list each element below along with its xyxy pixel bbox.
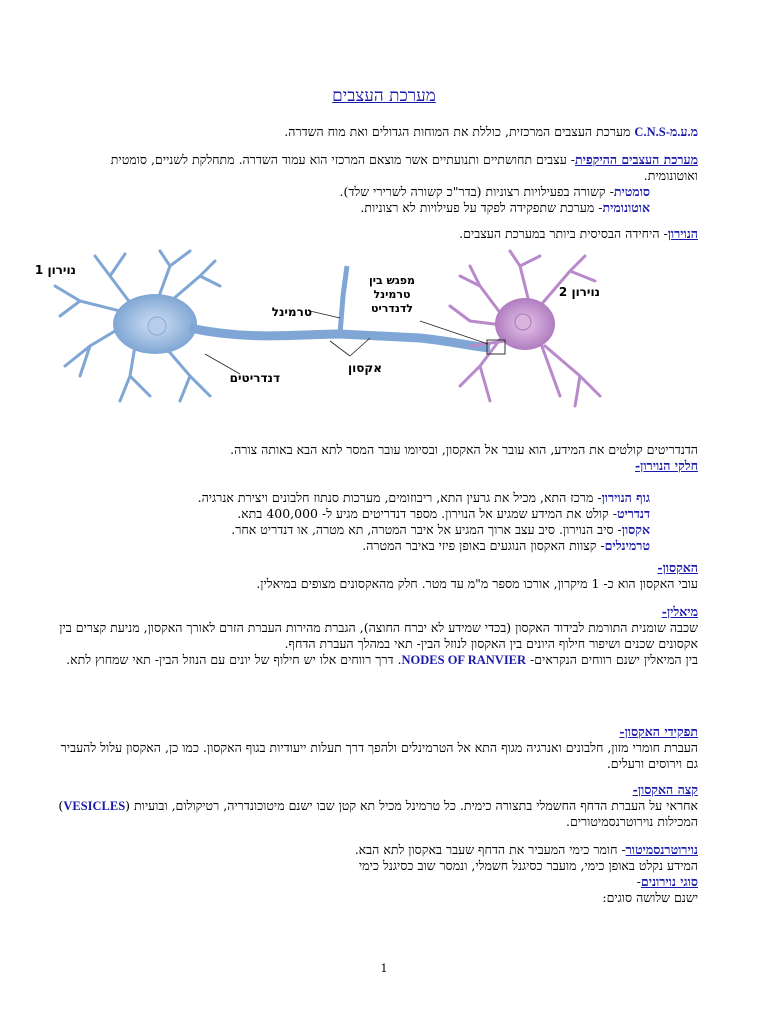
tip-heading: קצה האקסון-	[632, 782, 698, 797]
autonomic-term: אוטונומית	[602, 200, 650, 215]
parts-section	[58, 442, 698, 554]
neuron-def-text: - היחידה הבסיסית ביותר במערכת העצבים.	[459, 226, 668, 241]
page-title: מערכת העצבים	[332, 86, 436, 106]
types-dash: -	[636, 874, 641, 889]
cns-text: מערכת העצבים המרכזית, כוללת את המוחות הגדולים ואת מוח השדרה.	[284, 124, 635, 139]
types-heading: סוגי נוירונים	[640, 874, 698, 889]
roles-heading: תפקידי האקסון-	[619, 724, 698, 739]
types-text: ישנם שלושה סוגים:	[602, 890, 698, 905]
flow-text: הדנדריטים קולטים את המידע, הוא עובר אל האקסון, ובסיומו עובר המסר לתא הבא באותה צורה.	[230, 442, 698, 457]
parts-item	[58, 522, 698, 538]
tip-section	[58, 782, 698, 830]
myelin-text-2b: . דרך רווחים אלו יש חילוף של יונים עם הנוזל הבין- תאי שמחוץ לתא.	[66, 652, 402, 667]
parts-item-text: - סיב הנוירון. סיב עצב ארוך המגיע אל איבר המטרה, תא מטרה, או דנדריט אחר.	[231, 522, 622, 537]
peripheral-term: מערכת העצבים ההיקפית	[574, 152, 698, 167]
myelin-text-2a: בין המיאלין ישנם רווחים הנקראים-	[526, 652, 698, 667]
axon-heading: האקסון-	[657, 560, 698, 575]
somatic-text: - קשורה בפעילויות רצוניות (בדר"כ קשורה לשרירי שלד).	[339, 184, 614, 199]
axon-branch	[340, 266, 347, 334]
cns-term: מ.ע.מ-C.N.S	[634, 125, 698, 139]
peripheral-text: - עצבים תחושתיים ותנועתיים אשר מוצאם המרכזי הוא עמוד השדרה. מתחלקת לשניים, סומטית ואוטונומית.	[110, 152, 698, 183]
label-synapse-2: טרמינל	[373, 288, 411, 301]
label-dendrites: דנדריטים	[229, 371, 280, 385]
parts-heading: חלקי הנוירון-	[634, 458, 698, 473]
roles-section	[58, 724, 698, 772]
axon-section	[58, 560, 698, 592]
parts-item-term: אקסון	[621, 522, 650, 537]
label-neuron2: נוירון 2	[558, 285, 600, 299]
myelin-section	[58, 604, 698, 668]
parts-item	[58, 506, 698, 522]
label-terminal: טרמינל	[271, 305, 312, 319]
nt-term: נוירוטרנסמיטור	[625, 842, 698, 857]
nt-section	[58, 842, 698, 906]
parts-item-text: - קולט את המידע שמגיע אל הנוירון. מספר דנדריטים מגיע ל- 400,000 בתא.	[237, 506, 617, 521]
myelin-text: שכבה שומנית התורמת לבידוד האקסון (בכדי שמידע לא יברח החוצה), הגברת מהירות העברת הזרם לאורך האקסון, מניעת קצרים בין אקסונים שכנים ושיפור חילוף היונים בין האקסון לנוזל הבין- תאי במהלך העברת הדחף.	[59, 620, 698, 651]
parts-item-term: טרמינלים	[604, 538, 650, 553]
nt-text: - חומר כימי המעביר את הדחף שעבר באקסון לתא הבא.	[354, 842, 626, 857]
roles-text: העברת חומרי מזון, חלבונים ואנרגיה מגוף התא אל הטרמינלים ולהפך דרך תעלות ייעודיות בגוף האקסון. כמו כן, האקסון עלול להעביר גם וירוסים ורעלים.	[60, 740, 698, 771]
neuron2-nucleus	[515, 314, 531, 330]
parts-item-text: - מרכז התא, מכיל את גרעין התא, ריבוזומים, מערכות סנתוז חלבונים ויצירת אנרגיה.	[197, 490, 602, 505]
peripheral-section	[58, 152, 698, 216]
label-axon: אקסון	[348, 361, 382, 375]
myelin-heading: מיאלין-	[661, 604, 698, 619]
vesicles-term: VESICLES	[63, 799, 126, 813]
tip-text-b: ) המכילות נוירוטרנסמיטורים.	[58, 798, 698, 829]
parts-item-term: גוף הנוירון	[601, 490, 650, 505]
nt-line2: המידע נקלט באופן כימי, מועבר כסיגנל חשמלי, ונמסר שוב כסיגנל כימי	[358, 858, 698, 873]
ranvier-term: NODES OF RANVIER	[401, 653, 527, 667]
neuron-term: הנוירון	[667, 226, 698, 241]
parts-item-term: דנדריט	[616, 506, 650, 521]
autonomic-text: - מערכת שתפקידה לפקד על פעילויות לא רצוניות.	[360, 200, 603, 215]
axon-text: עובי האקסון הוא כ- 1 מיקרון, אורכו מספר מ"מ עד מטר. חלק מהאקסונים מצופים במיאלין.	[256, 576, 698, 591]
page-number: 1	[380, 962, 388, 975]
parts-item	[58, 490, 698, 506]
neuron-diagram	[34, 246, 660, 416]
tip-text-a: אחראי על העברת הדחף החשמלי בתצורה כימית. כל טרמינל מכיל תא קטן שבו ישנם מיטוכונדריה, רטיקולום, ובועיות (	[125, 798, 698, 813]
label-neuron1: נוירון 1	[34, 263, 76, 277]
neuron-definition	[58, 226, 698, 242]
cns-paragraph	[58, 124, 698, 140]
parts-item	[58, 538, 698, 554]
neuron1-nucleus	[148, 317, 166, 335]
parts-item-text: - קצוות האקסון הנוגעים באופן פיזי באיבר המטרה.	[362, 538, 605, 553]
label-synapse-3: לדנדריט	[371, 302, 413, 315]
somatic-term: סומטית	[613, 184, 650, 199]
label-synapse-1: מפגש בין	[368, 274, 416, 287]
